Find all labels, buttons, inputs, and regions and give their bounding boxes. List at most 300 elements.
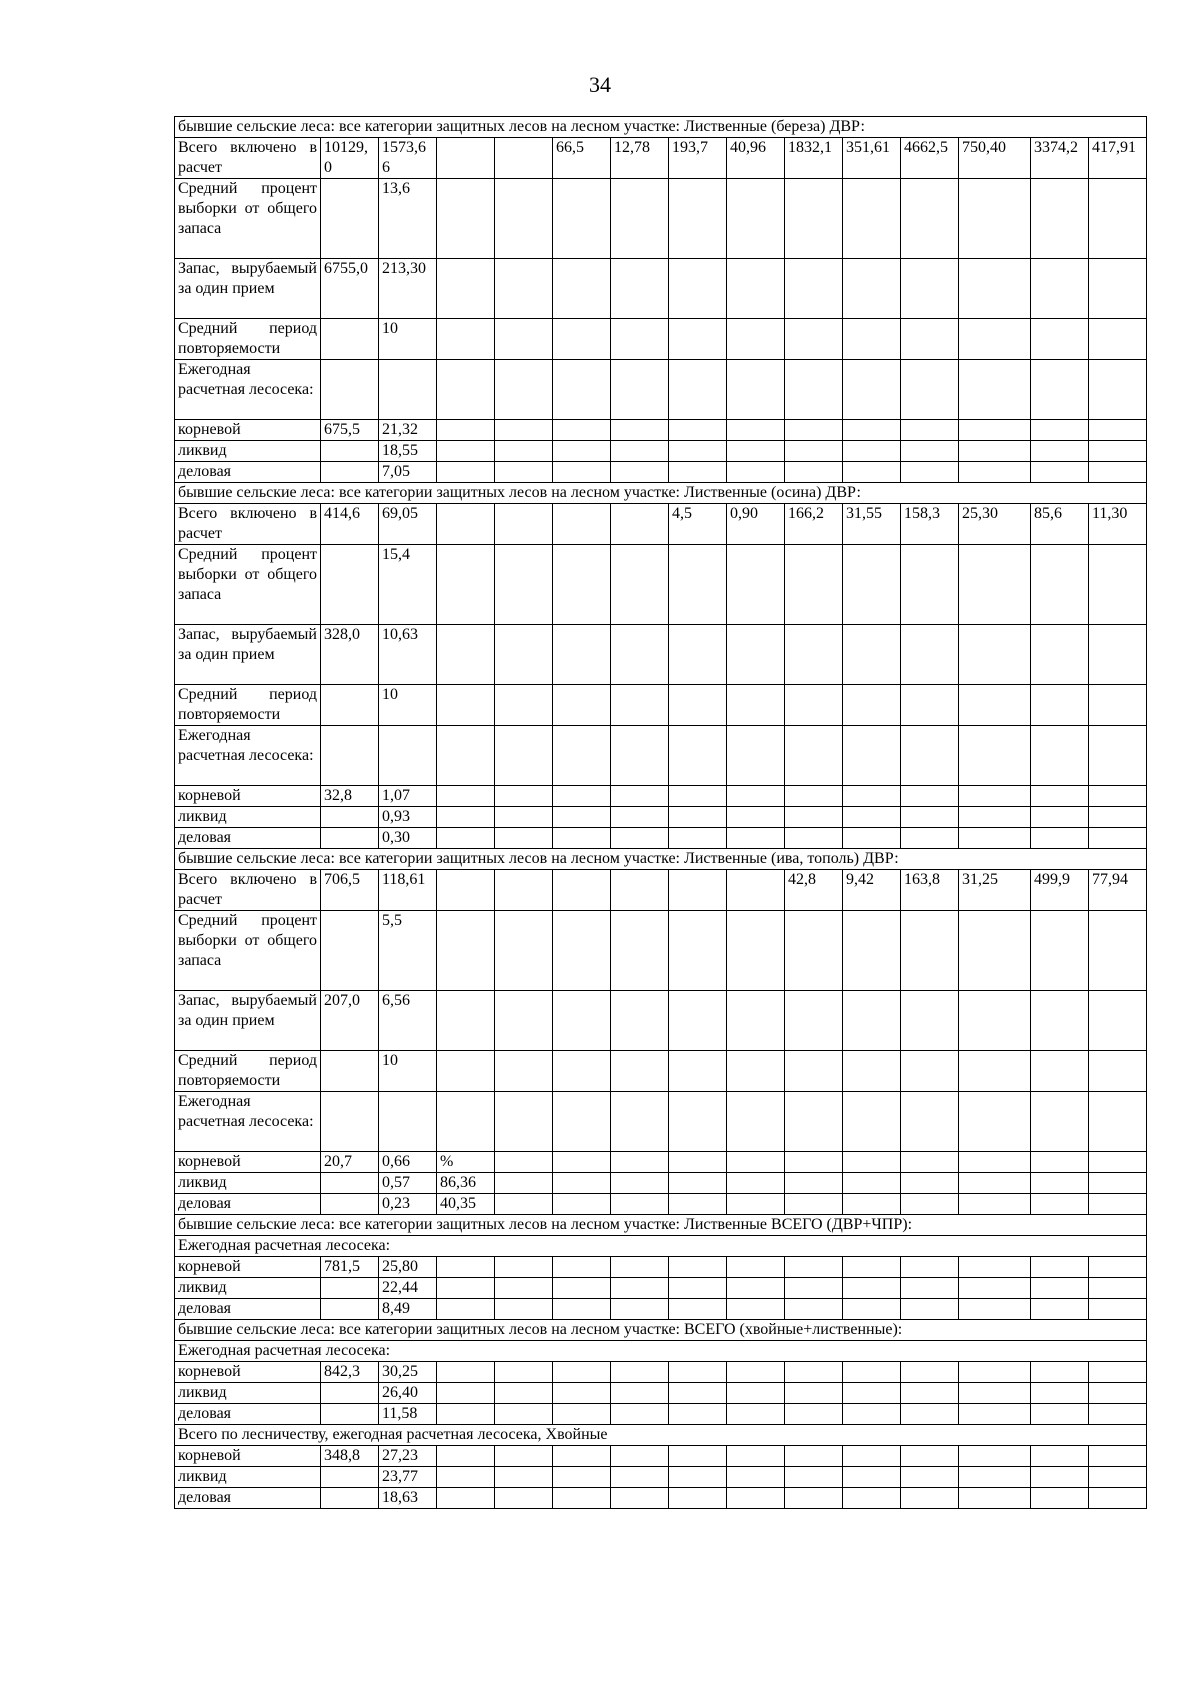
table-cell — [553, 1467, 611, 1488]
table-cell — [1089, 1488, 1147, 1509]
table-cell — [379, 726, 437, 786]
table-cell: 6755,0 — [321, 259, 379, 319]
table-cell — [669, 911, 727, 991]
table-cell — [321, 441, 379, 462]
table-cell — [495, 179, 553, 259]
table-cell — [901, 259, 959, 319]
table-cell — [1031, 1467, 1089, 1488]
table-cell: 213,30 — [379, 259, 437, 319]
row-label: Средний период повторяемости — [175, 685, 321, 726]
table-cell — [1031, 420, 1089, 441]
table-cell — [553, 1257, 611, 1278]
row-label: деловая — [175, 462, 321, 483]
table-row — [175, 1257, 1147, 1278]
table-cell — [669, 1051, 727, 1092]
table-cell — [669, 1446, 727, 1467]
row-label: деловая — [175, 1404, 321, 1425]
table-cell — [611, 870, 669, 911]
table-cell — [379, 1092, 437, 1152]
table-cell — [1089, 1257, 1147, 1278]
table-cell — [553, 786, 611, 807]
table-row — [175, 259, 1147, 319]
table-cell: 69,05 — [379, 504, 437, 545]
table-cell: 5,5 — [379, 911, 437, 991]
table-cell — [1031, 1488, 1089, 1509]
table-cell — [959, 1278, 1031, 1299]
table-cell — [785, 911, 843, 991]
table-cell: 85,6 — [1031, 504, 1089, 545]
table-cell — [669, 360, 727, 420]
table-cell — [611, 786, 669, 807]
table-cell — [437, 462, 495, 483]
table-cell — [437, 1278, 495, 1299]
table-cell — [901, 726, 959, 786]
table-cell — [727, 259, 785, 319]
table-cell: 9,42 — [843, 870, 901, 911]
table-cell — [959, 1446, 1031, 1467]
table-cell — [495, 1362, 553, 1383]
table-cell — [1089, 1446, 1147, 1467]
table-cell: 40,35 — [437, 1194, 495, 1215]
table-cell — [1089, 259, 1147, 319]
table-cell — [611, 259, 669, 319]
table-cell — [901, 1278, 959, 1299]
table-cell — [669, 1362, 727, 1383]
row-label: корневой — [175, 1152, 321, 1173]
table-cell — [785, 462, 843, 483]
table-cell — [1031, 179, 1089, 259]
table-cell — [727, 1152, 785, 1173]
table-cell — [611, 420, 669, 441]
table-cell — [495, 1446, 553, 1467]
table-cell — [611, 1383, 669, 1404]
table-cell — [553, 1173, 611, 1194]
row-label: корневой — [175, 1362, 321, 1383]
table-cell: 0,90 — [727, 504, 785, 545]
table-cell — [1089, 179, 1147, 259]
table-cell — [1089, 625, 1147, 685]
table-row — [175, 1488, 1147, 1509]
section-title: бывшие сельские леса: все категории защитных лесов на лесном участке: Лиственные (осина) ДВР: — [175, 483, 1147, 504]
table-cell — [727, 1362, 785, 1383]
table-cell — [785, 420, 843, 441]
table-cell — [843, 786, 901, 807]
table-cell — [959, 1404, 1031, 1425]
table-cell — [553, 1194, 611, 1215]
table-cell — [785, 441, 843, 462]
section-subtitle: Ежегодная расчетная лесосека: — [175, 1341, 1147, 1362]
table-row — [175, 1404, 1147, 1425]
table-cell — [1089, 441, 1147, 462]
row-label: корневой — [175, 1257, 321, 1278]
table-cell — [959, 911, 1031, 991]
table-cell — [321, 1051, 379, 1092]
table-cell — [727, 1278, 785, 1299]
table-cell — [843, 441, 901, 462]
table-cell — [785, 360, 843, 420]
table-cell — [553, 360, 611, 420]
table-row — [175, 420, 1147, 441]
table-cell — [785, 807, 843, 828]
table-cell: 13,6 — [379, 179, 437, 259]
table-cell — [1089, 319, 1147, 360]
table-cell — [321, 1194, 379, 1215]
table-cell — [669, 179, 727, 259]
table-cell — [495, 1404, 553, 1425]
table-cell — [611, 1488, 669, 1509]
table-row — [175, 1194, 1147, 1215]
table-cell — [785, 1092, 843, 1152]
table-cell: 10 — [379, 319, 437, 360]
table-cell — [843, 1446, 901, 1467]
table-cell: 0,57 — [379, 1173, 437, 1194]
table-cell — [321, 807, 379, 828]
table-cell — [843, 1488, 901, 1509]
table-cell — [1089, 420, 1147, 441]
table-cell — [669, 1467, 727, 1488]
table-cell — [959, 1299, 1031, 1320]
table-cell — [843, 1152, 901, 1173]
table-cell — [727, 685, 785, 726]
table-cell — [553, 1446, 611, 1467]
table-cell — [321, 1488, 379, 1509]
table-row — [175, 1299, 1147, 1320]
table-cell: 348,8 — [321, 1446, 379, 1467]
table-cell: 18,55 — [379, 441, 437, 462]
table-cell — [1031, 1092, 1089, 1152]
section-subtitle-row — [175, 1236, 1147, 1257]
table-cell — [959, 545, 1031, 625]
table-cell — [321, 179, 379, 259]
table-cell — [437, 1404, 495, 1425]
table-cell — [843, 545, 901, 625]
table-cell — [959, 319, 1031, 360]
table-cell — [843, 807, 901, 828]
table-cell — [669, 462, 727, 483]
table-cell — [785, 726, 843, 786]
table-cell: 10 — [379, 685, 437, 726]
table-cell — [495, 1278, 553, 1299]
table-cell: 1,07 — [379, 786, 437, 807]
table-cell — [1031, 1383, 1089, 1404]
table-cell — [1031, 1446, 1089, 1467]
table-cell — [437, 870, 495, 911]
table-cell — [843, 726, 901, 786]
table-cell — [785, 1257, 843, 1278]
table-cell — [553, 807, 611, 828]
table-cell — [959, 179, 1031, 259]
table-cell — [611, 1446, 669, 1467]
table-cell: 118,61 — [379, 870, 437, 911]
row-label: ликвид — [175, 1383, 321, 1404]
table-cell: 23,77 — [379, 1467, 437, 1488]
table-cell — [901, 685, 959, 726]
table-cell — [1089, 360, 1147, 420]
table-cell — [901, 360, 959, 420]
table-cell — [321, 1404, 379, 1425]
table-cell — [611, 1299, 669, 1320]
table-cell — [437, 179, 495, 259]
table-cell — [843, 1092, 901, 1152]
table-cell — [495, 441, 553, 462]
table-cell — [727, 1092, 785, 1152]
table-cell — [495, 462, 553, 483]
table-cell — [437, 545, 495, 625]
table-cell — [611, 1404, 669, 1425]
table-cell — [1031, 1299, 1089, 1320]
table-cell — [727, 1488, 785, 1509]
table-cell — [1031, 726, 1089, 786]
table-cell: 207,0 — [321, 991, 379, 1051]
table-cell — [901, 179, 959, 259]
table-cell — [1031, 1257, 1089, 1278]
row-label: ликвид — [175, 1173, 321, 1194]
table-cell — [727, 807, 785, 828]
table-cell — [1031, 441, 1089, 462]
table-cell: 166,2 — [785, 504, 843, 545]
table-cell — [553, 319, 611, 360]
table-row — [175, 870, 1147, 911]
table-cell — [1031, 1404, 1089, 1425]
table-cell: 11,58 — [379, 1404, 437, 1425]
table-row — [175, 1051, 1147, 1092]
table-cell: 499,9 — [1031, 870, 1089, 911]
table-cell: 8,49 — [379, 1299, 437, 1320]
table-cell — [495, 1194, 553, 1215]
table-cell — [1089, 1299, 1147, 1320]
table-cell: 31,55 — [843, 504, 901, 545]
table-cell — [785, 179, 843, 259]
table-cell — [611, 1051, 669, 1092]
table-cell — [553, 1362, 611, 1383]
row-label: Средний процент выборки от общего запаса — [175, 545, 321, 625]
table-cell: 6,56 — [379, 991, 437, 1051]
table-row — [175, 1362, 1147, 1383]
table-cell — [1031, 1362, 1089, 1383]
table-cell — [959, 685, 1031, 726]
table-cell — [437, 504, 495, 545]
table-cell — [495, 1488, 553, 1509]
table-cell — [843, 1299, 901, 1320]
table-cell — [321, 685, 379, 726]
table-cell: 3374,2 — [1031, 138, 1089, 179]
table-cell: 25,30 — [959, 504, 1031, 545]
table-cell — [611, 991, 669, 1051]
table-cell — [495, 1383, 553, 1404]
table-cell: 20,7 — [321, 1152, 379, 1173]
section-title-row — [175, 483, 1147, 504]
table-cell — [785, 991, 843, 1051]
table-row — [175, 1278, 1147, 1299]
table-cell — [437, 1488, 495, 1509]
table-cell — [437, 420, 495, 441]
table-cell: 0,66 — [379, 1152, 437, 1173]
table-cell — [669, 1194, 727, 1215]
table-cell — [437, 726, 495, 786]
row-label: деловая — [175, 1194, 321, 1215]
table-cell — [727, 179, 785, 259]
table-cell — [727, 1194, 785, 1215]
table-cell — [553, 1152, 611, 1173]
table-cell: 10129,0 — [321, 138, 379, 179]
table-cell — [379, 360, 437, 420]
section-title: бывшие сельские леса: все категории защитных лесов на лесном участке: ВСЕГО (хвойные+лиственные): — [175, 1320, 1147, 1341]
table-cell: 842,3 — [321, 1362, 379, 1383]
table-cell — [553, 991, 611, 1051]
table-cell — [437, 685, 495, 726]
table-cell — [843, 1173, 901, 1194]
table-cell — [1031, 462, 1089, 483]
table-cell — [1089, 1051, 1147, 1092]
table-cell — [495, 319, 553, 360]
table-cell — [1031, 807, 1089, 828]
table-cell — [611, 545, 669, 625]
table-cell — [959, 991, 1031, 1051]
table-cell — [1031, 828, 1089, 849]
table-cell — [1089, 807, 1147, 828]
table-cell — [727, 1467, 785, 1488]
table-cell — [727, 1383, 785, 1404]
table-cell — [669, 786, 727, 807]
table-cell — [959, 1257, 1031, 1278]
table-cell — [959, 360, 1031, 420]
table-cell — [843, 1467, 901, 1488]
table-cell — [901, 1383, 959, 1404]
table-cell — [843, 1383, 901, 1404]
table-cell — [437, 360, 495, 420]
table-cell — [611, 911, 669, 991]
table-cell — [669, 1152, 727, 1173]
table-cell — [669, 991, 727, 1051]
table-cell — [843, 685, 901, 726]
row-label: деловая — [175, 1488, 321, 1509]
table-cell — [669, 420, 727, 441]
table-cell — [959, 259, 1031, 319]
table-cell: 0,93 — [379, 807, 437, 828]
table-cell — [959, 1194, 1031, 1215]
row-label: Средний период повторяемости — [175, 1051, 321, 1092]
table-cell — [495, 138, 553, 179]
table-cell — [1031, 786, 1089, 807]
table-cell — [901, 1299, 959, 1320]
table-cell: 30,25 — [379, 1362, 437, 1383]
table-cell — [1089, 991, 1147, 1051]
table-cell — [901, 545, 959, 625]
table-cell: 417,91 — [1089, 138, 1147, 179]
table-cell — [321, 1173, 379, 1194]
table-cell — [785, 1383, 843, 1404]
table-cell — [785, 1362, 843, 1383]
table-cell — [901, 420, 959, 441]
table-cell — [1031, 545, 1089, 625]
table-cell — [1031, 1152, 1089, 1173]
table-cell — [1031, 360, 1089, 420]
table-row — [175, 138, 1147, 179]
table-cell — [437, 138, 495, 179]
table-cell — [959, 786, 1031, 807]
table-cell: 351,61 — [843, 138, 901, 179]
table-row — [175, 1467, 1147, 1488]
table-cell — [1089, 1362, 1147, 1383]
table-cell — [611, 807, 669, 828]
table-cell: 42,8 — [785, 870, 843, 911]
table-cell — [727, 1257, 785, 1278]
table-cell — [669, 259, 727, 319]
table-cell — [669, 1092, 727, 1152]
table-cell: 750,40 — [959, 138, 1031, 179]
table-cell — [553, 1404, 611, 1425]
table-cell — [959, 625, 1031, 685]
table-cell — [437, 1051, 495, 1092]
table-cell: 18,63 — [379, 1488, 437, 1509]
table-cell — [727, 360, 785, 420]
table-cell — [437, 786, 495, 807]
table-cell — [785, 1278, 843, 1299]
table-cell — [669, 807, 727, 828]
table-cell — [959, 1383, 1031, 1404]
table-cell — [495, 685, 553, 726]
table-cell: 10,63 — [379, 625, 437, 685]
row-label: Средний процент выборки от общего запаса — [175, 911, 321, 991]
table-cell — [611, 1467, 669, 1488]
table-cell: 706,5 — [321, 870, 379, 911]
table-cell — [611, 726, 669, 786]
table-cell — [785, 1152, 843, 1173]
table-cell — [1089, 828, 1147, 849]
table-cell — [611, 1278, 669, 1299]
table-cell — [495, 1152, 553, 1173]
table-cell — [843, 1051, 901, 1092]
row-label: корневой — [175, 420, 321, 441]
table-cell: 675,5 — [321, 420, 379, 441]
section-subtitle: Ежегодная расчетная лесосека: — [175, 1236, 1147, 1257]
table-cell — [1031, 911, 1089, 991]
table-cell — [495, 870, 553, 911]
table-cell — [553, 1299, 611, 1320]
table-cell — [669, 319, 727, 360]
table-cell — [901, 1051, 959, 1092]
table-cell — [437, 1362, 495, 1383]
row-label: Ежегодная расчетная лесосека: — [175, 726, 321, 786]
table-cell — [553, 911, 611, 991]
table-cell — [785, 259, 843, 319]
table-body — [175, 117, 1147, 1509]
table-cell: 4662,5 — [901, 138, 959, 179]
table-row — [175, 786, 1147, 807]
table-cell — [901, 1173, 959, 1194]
table-cell — [669, 1173, 727, 1194]
table-cell — [437, 1257, 495, 1278]
table-cell — [553, 1488, 611, 1509]
table-cell — [495, 1173, 553, 1194]
table-cell — [843, 828, 901, 849]
table-cell: 86,36 — [437, 1173, 495, 1194]
table-cell — [727, 625, 785, 685]
table-cell — [553, 462, 611, 483]
table-row — [175, 828, 1147, 849]
row-label: ликвид — [175, 1278, 321, 1299]
table-cell — [959, 807, 1031, 828]
table-cell — [437, 828, 495, 849]
table-cell — [843, 1257, 901, 1278]
table-row — [175, 441, 1147, 462]
row-label: Запас, вырубаемый за один прием — [175, 625, 321, 685]
table-cell: 22,44 — [379, 1278, 437, 1299]
table-cell — [611, 625, 669, 685]
table-cell — [495, 545, 553, 625]
table-cell — [901, 462, 959, 483]
table-cell — [843, 1278, 901, 1299]
